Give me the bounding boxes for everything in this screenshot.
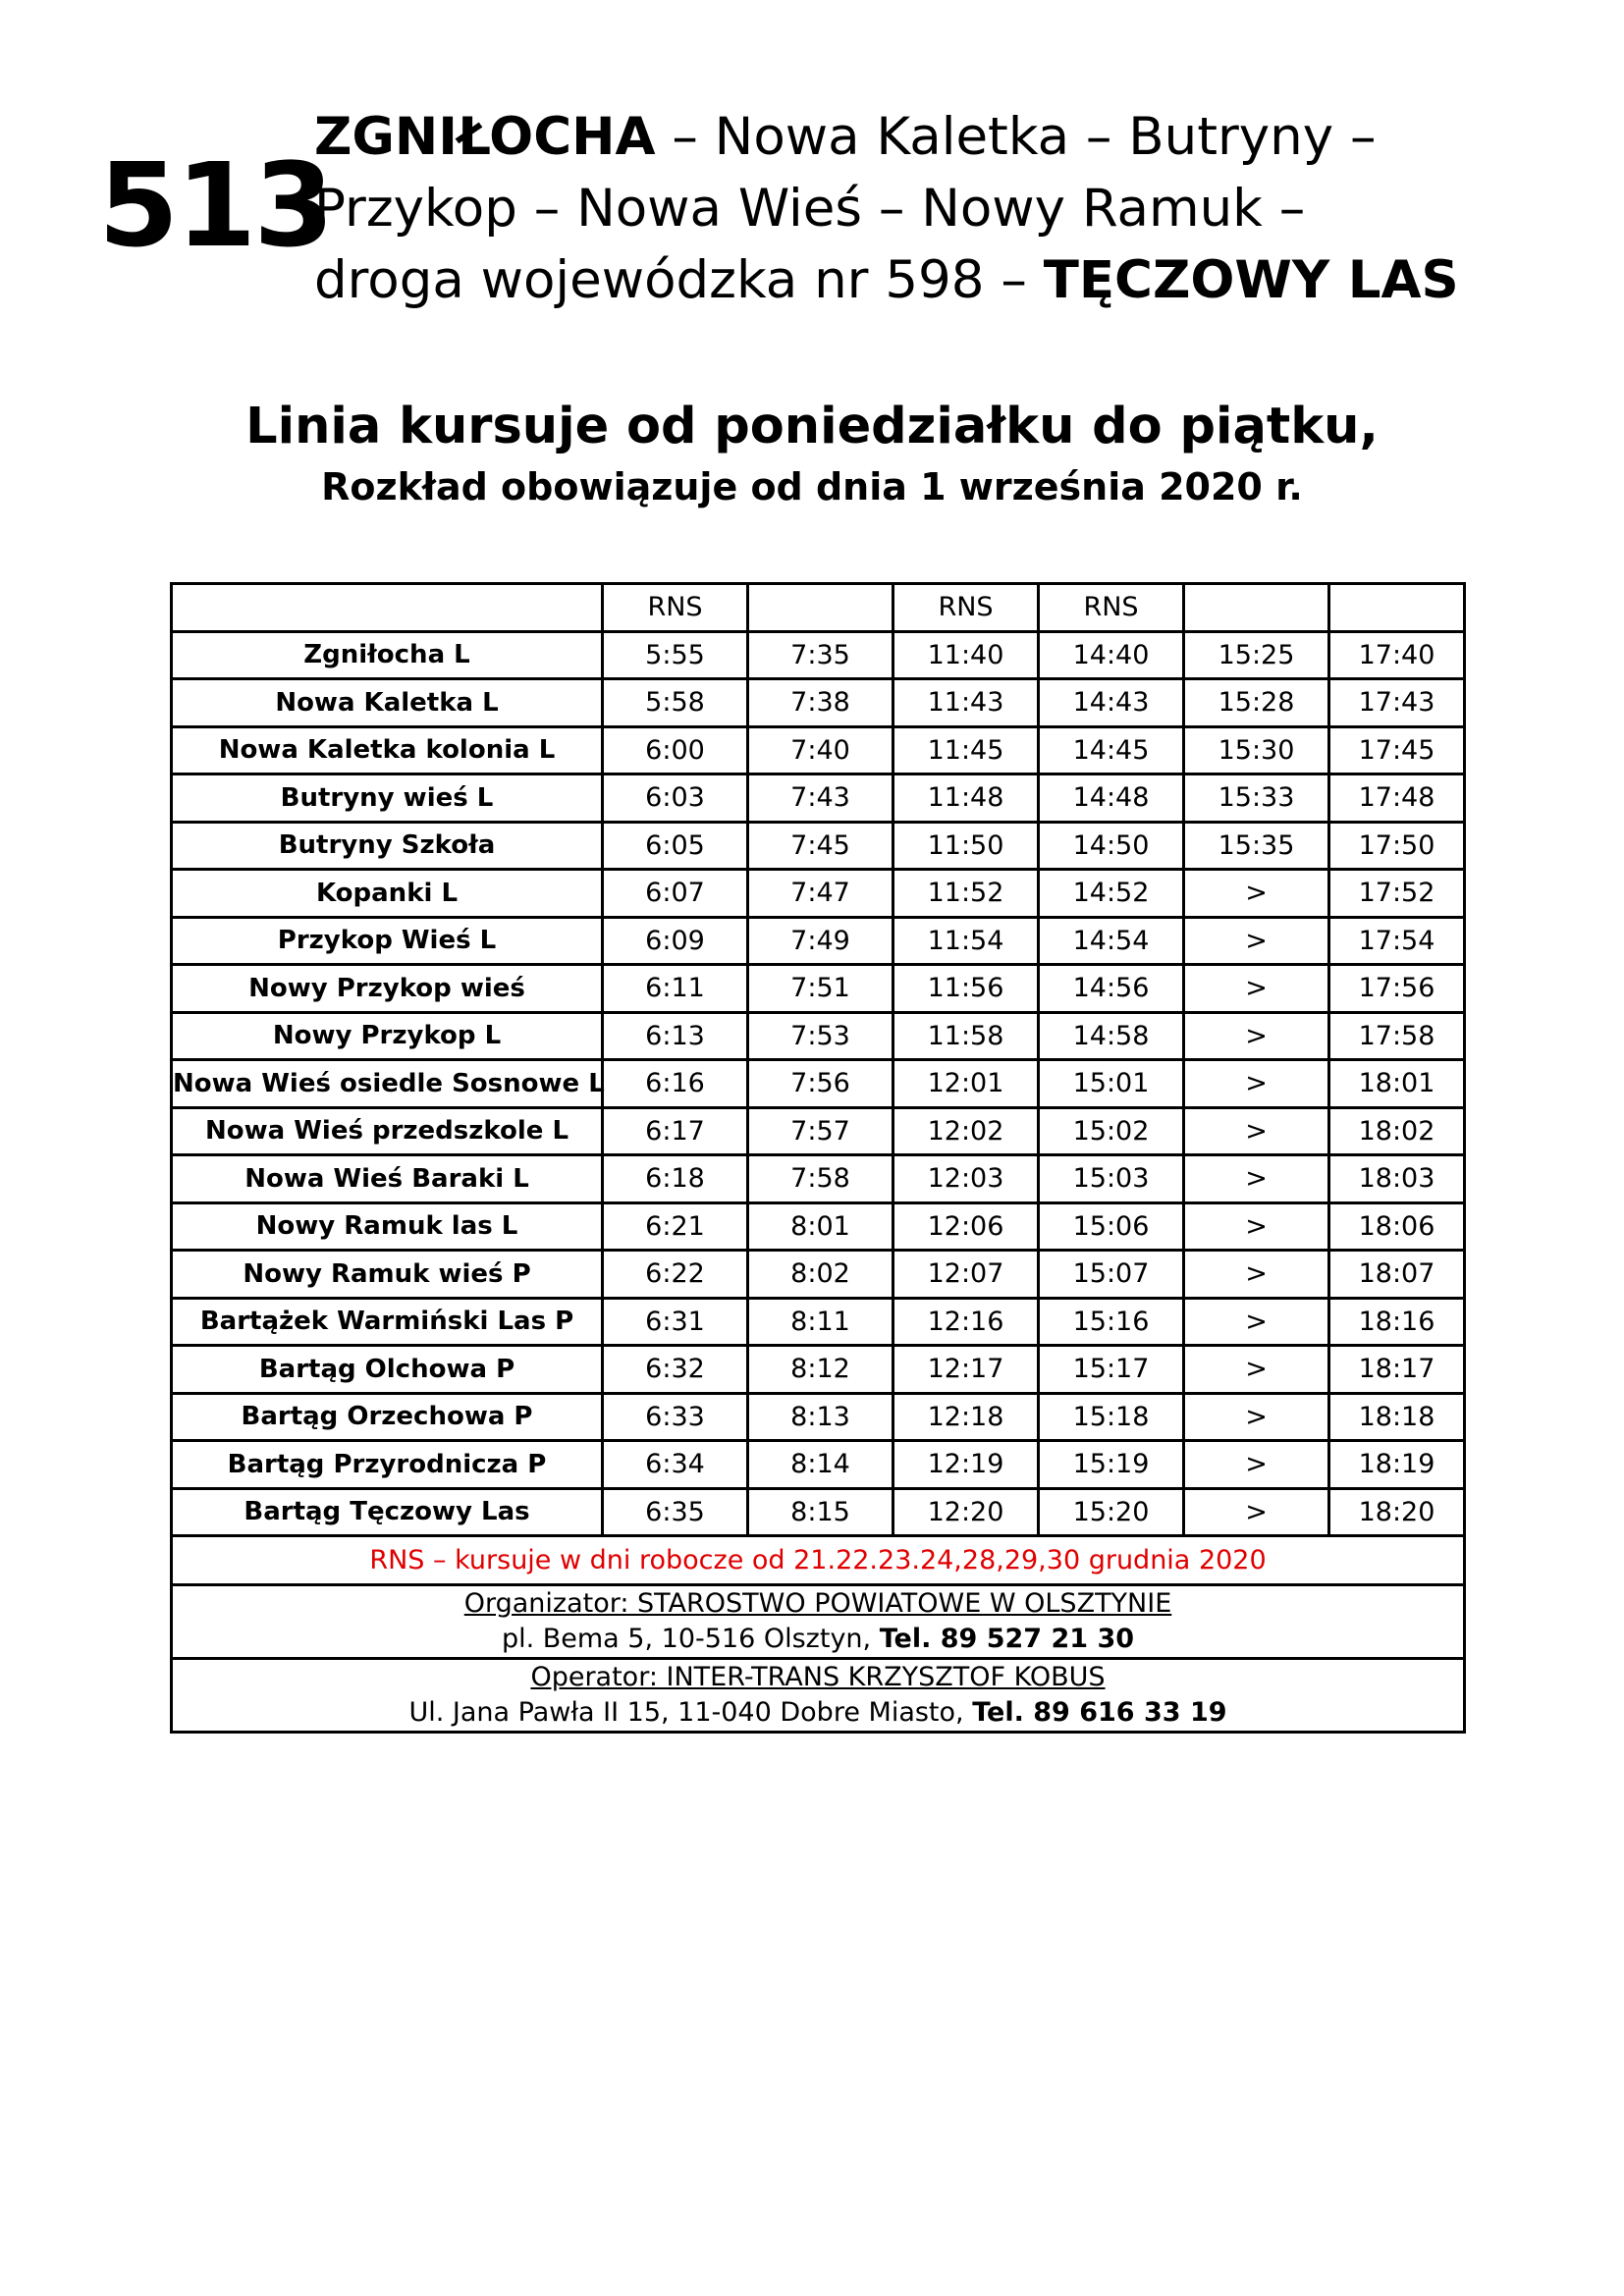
table-row (172, 1060, 1465, 1108)
departure-time: 14:45 (1039, 726, 1184, 774)
departure-time: 6:17 (603, 1107, 748, 1155)
departure-time: 6:16 (603, 1060, 748, 1108)
departure-time: > (1184, 917, 1329, 965)
organizer-label: Organizator: STAROSTWO POWIATOWE W OLSZTYNIE (463, 1588, 1172, 1619)
departure-time: > (1184, 1488, 1329, 1536)
stop-name: Nowa Wieś przedszkole L (172, 1107, 603, 1155)
departure-time: 18:07 (1329, 1251, 1465, 1299)
departure-time: 15:16 (1039, 1298, 1184, 1346)
rns-note: RNS – kursuje w dni robocze od 21.22.23.24,28,29,30 grudnia 2020 (172, 1536, 1465, 1585)
departure-time: 11:58 (893, 1012, 1039, 1060)
departure-time: 15:06 (1039, 1202, 1184, 1251)
departure-time: 7:58 (748, 1155, 893, 1203)
departure-time: 14:50 (1039, 822, 1184, 870)
organizer-info (172, 1585, 1465, 1659)
stop-name: Nowy Ramuk wieś P (172, 1251, 603, 1299)
departure-time: 6:00 (603, 726, 748, 774)
departure-time: 18:20 (1329, 1488, 1465, 1536)
operator-label: Operator: INTER-TRANS KRZYSZTOF KOBUS (530, 1662, 1106, 1692)
departure-time: > (1184, 1441, 1329, 1489)
departure-time: 8:13 (748, 1393, 893, 1441)
departure-time: 7:43 (748, 774, 893, 823)
departure-time: 15:02 (1039, 1107, 1184, 1155)
departure-time: 6:33 (603, 1393, 748, 1441)
table-row (172, 631, 1465, 679)
table-row (172, 1346, 1465, 1394)
departure-time: 15:25 (1184, 631, 1329, 679)
departure-time: 15:33 (1184, 774, 1329, 823)
departure-time: 15:19 (1039, 1441, 1184, 1489)
departure-time: > (1184, 1251, 1329, 1299)
departure-time: 14:52 (1039, 870, 1184, 918)
table-row (172, 1012, 1465, 1060)
departure-time: 17:40 (1329, 631, 1465, 679)
timetable (170, 582, 1466, 1734)
departure-time: 17:56 (1329, 965, 1465, 1013)
departure-time: 15:17 (1039, 1346, 1184, 1394)
table-row (172, 1488, 1465, 1536)
schedule-validity: Rozkład obowiązuje od dnia 1 września 2020 r. (321, 465, 1303, 508)
departure-time: 11:48 (893, 774, 1039, 823)
departure-time: 11:54 (893, 917, 1039, 965)
departure-time: 7:40 (748, 726, 893, 774)
route-description (314, 101, 1581, 316)
departure-time: 18:17 (1329, 1346, 1465, 1394)
table-row (172, 774, 1465, 823)
departure-time: 12:02 (893, 1107, 1039, 1155)
departure-time: 6:18 (603, 1155, 748, 1203)
departure-time: 5:55 (603, 631, 748, 679)
table-row (172, 917, 1465, 965)
stop-name: Nowa Kaletka L (172, 679, 603, 727)
departure-time: 15:18 (1039, 1393, 1184, 1441)
table-row (172, 1155, 1465, 1203)
stop-name: Bartąg Olchowa P (172, 1346, 603, 1394)
departure-time: 14:40 (1039, 631, 1184, 679)
departure-time: 6:13 (603, 1012, 748, 1060)
stop-name: Bartąg Przyrodnicza P (172, 1441, 603, 1489)
departure-time: 14:58 (1039, 1012, 1184, 1060)
departure-time: 12:07 (893, 1251, 1039, 1299)
stop-name: Nowy Przykop L (172, 1012, 603, 1060)
departure-time: 14:56 (1039, 965, 1184, 1013)
departure-time: > (1184, 1202, 1329, 1251)
departure-time: > (1184, 1393, 1329, 1441)
table-row (172, 1393, 1465, 1441)
departure-time: 11:40 (893, 631, 1039, 679)
route-mid-1: – Nowa Kaletka – Butryny – (655, 107, 1377, 167)
departure-time: > (1184, 1107, 1329, 1155)
stop-name: Nowa Kaletka kolonia L (172, 726, 603, 774)
departure-time: 8:01 (748, 1202, 893, 1251)
departure-time: 8:14 (748, 1441, 893, 1489)
departure-time: 12:19 (893, 1441, 1039, 1489)
header-cell-trip-4: RNS (1039, 584, 1184, 632)
departure-time: 11:43 (893, 679, 1039, 727)
departure-time: 7:35 (748, 631, 893, 679)
departure-time: 15:03 (1039, 1155, 1184, 1203)
table-row (172, 870, 1465, 918)
departure-time: 17:43 (1329, 679, 1465, 727)
timetable-header-row (172, 584, 1465, 632)
departure-time: 6:03 (603, 774, 748, 823)
departure-time: 6:31 (603, 1298, 748, 1346)
departure-time: 7:57 (748, 1107, 893, 1155)
operator-info (172, 1659, 1465, 1733)
departure-time: > (1184, 870, 1329, 918)
table-row (172, 1107, 1465, 1155)
route-number: 513 (98, 137, 332, 273)
departure-time: 14:43 (1039, 679, 1184, 727)
departure-time: 6:22 (603, 1251, 748, 1299)
stop-name: Bartążek Warmiński Las P (172, 1298, 603, 1346)
stop-name: Butryny wieś L (172, 774, 603, 823)
table-row (172, 965, 1465, 1013)
departure-time: > (1184, 1155, 1329, 1203)
departure-time: 18:19 (1329, 1441, 1465, 1489)
departure-time: 11:45 (893, 726, 1039, 774)
header-cell-trip-6 (1329, 584, 1465, 632)
departure-time: 8:11 (748, 1298, 893, 1346)
departure-time: 15:35 (1184, 822, 1329, 870)
departure-time: 6:09 (603, 917, 748, 965)
schedule-days: Linia kursuje od poniedziałku do piątku, (245, 398, 1379, 455)
route-mid-3: droga wojewódzka nr 598 – (314, 250, 1044, 310)
route-mid-2: Przykop – Nowa Wieś – Nowy Ramuk – (314, 179, 1306, 239)
header-cell-trip-3: RNS (893, 584, 1039, 632)
operator-phone: Tel. 89 616 33 19 (972, 1697, 1227, 1728)
departure-time: > (1184, 965, 1329, 1013)
departure-time: 12:18 (893, 1393, 1039, 1441)
departure-time: 7:49 (748, 917, 893, 965)
table-row (172, 822, 1465, 870)
departure-time: 11:52 (893, 870, 1039, 918)
departure-time: 6:21 (603, 1202, 748, 1251)
stop-name: Nowa Wieś osiedle Sosnowe L (172, 1060, 603, 1108)
departure-time: 11:56 (893, 965, 1039, 1013)
departure-time: 17:52 (1329, 870, 1465, 918)
departure-time: 18:02 (1329, 1107, 1465, 1155)
header-cell-trip-5 (1184, 584, 1329, 632)
stop-name: Bartąg Tęczowy Las (172, 1488, 603, 1536)
departure-time: 6:35 (603, 1488, 748, 1536)
stop-name: Butryny Szkoła (172, 822, 603, 870)
table-row (172, 1202, 1465, 1251)
stop-name: Bartąg Orzechowa P (172, 1393, 603, 1441)
departure-time: 12:03 (893, 1155, 1039, 1203)
departure-time: 6:11 (603, 965, 748, 1013)
departure-time: 6:07 (603, 870, 748, 918)
departure-time: 12:16 (893, 1298, 1039, 1346)
departure-time: 14:48 (1039, 774, 1184, 823)
departure-time: 18:03 (1329, 1155, 1465, 1203)
departure-time: 5:58 (603, 679, 748, 727)
header-cell-stop (172, 584, 603, 632)
departure-time: 12:06 (893, 1202, 1039, 1251)
stop-name: Kopanki L (172, 870, 603, 918)
departure-time: 6:05 (603, 822, 748, 870)
stop-name: Nowa Wieś Baraki L (172, 1155, 603, 1203)
departure-time: 7:53 (748, 1012, 893, 1060)
stop-name: Nowy Przykop wieś (172, 965, 603, 1013)
header-cell-trip-2 (748, 584, 893, 632)
departure-time: 17:48 (1329, 774, 1465, 823)
stop-name: Nowy Ramuk las L (172, 1202, 603, 1251)
departure-time: 12:01 (893, 1060, 1039, 1108)
organizer-phone: Tel. 89 527 21 30 (879, 1624, 1135, 1654)
departure-time: > (1184, 1346, 1329, 1394)
departure-time: 8:12 (748, 1346, 893, 1394)
stop-name: Zgniłocha L (172, 631, 603, 679)
departure-time: 7:45 (748, 822, 893, 870)
note-row (172, 1536, 1465, 1585)
table-row (172, 726, 1465, 774)
departure-time: 12:17 (893, 1346, 1039, 1394)
organizer-address: pl. Bema 5, 10-516 Olsztyn, (501, 1624, 880, 1654)
departure-time: 7:47 (748, 870, 893, 918)
operator-address: Ul. Jana Pawła II 15, 11-040 Dobre Miasto, (408, 1697, 973, 1728)
departure-time: 15:30 (1184, 726, 1329, 774)
departure-time: 7:51 (748, 965, 893, 1013)
departure-time: 15:01 (1039, 1060, 1184, 1108)
departure-time: 6:32 (603, 1346, 748, 1394)
departure-time: > (1184, 1060, 1329, 1108)
departure-time: 11:50 (893, 822, 1039, 870)
table-row (172, 1441, 1465, 1489)
header-cell-trip-1: RNS (603, 584, 748, 632)
departure-time: > (1184, 1012, 1329, 1060)
route-start: ZGNIŁOCHA (314, 107, 656, 167)
departure-time: > (1184, 1298, 1329, 1346)
departure-time: 7:38 (748, 679, 893, 727)
operator-row (172, 1659, 1465, 1733)
organizer-row (172, 1585, 1465, 1659)
departure-time: 15:07 (1039, 1251, 1184, 1299)
departure-time: 8:02 (748, 1251, 893, 1299)
departure-time: 17:45 (1329, 726, 1465, 774)
departure-time: 14:54 (1039, 917, 1184, 965)
departure-time: 18:18 (1329, 1393, 1465, 1441)
departure-time: 18:01 (1329, 1060, 1465, 1108)
departure-time: 17:58 (1329, 1012, 1465, 1060)
departure-time: 6:34 (603, 1441, 748, 1489)
table-row (172, 679, 1465, 727)
route-end: TĘCZOWY LAS (1043, 250, 1459, 310)
table-row (172, 1298, 1465, 1346)
departure-time: 7:56 (748, 1060, 893, 1108)
departure-time: 18:16 (1329, 1298, 1465, 1346)
departure-time: 8:15 (748, 1488, 893, 1536)
table-row (172, 1251, 1465, 1299)
departure-time: 12:20 (893, 1488, 1039, 1536)
stop-name: Przykop Wieś L (172, 917, 603, 965)
departure-time: 18:06 (1329, 1202, 1465, 1251)
departure-time: 17:50 (1329, 822, 1465, 870)
departure-time: 17:54 (1329, 917, 1465, 965)
departure-time: 15:20 (1039, 1488, 1184, 1536)
departure-time: 15:28 (1184, 679, 1329, 727)
